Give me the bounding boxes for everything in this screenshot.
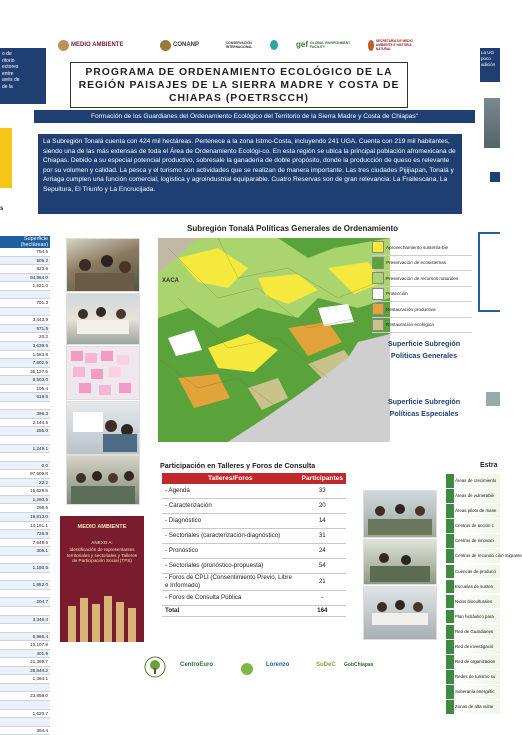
- intro-text: La Subregión Tonalá cuenta con 424 mil hectáreas. Pertenece a la zona Istmo-Costa, incluyendo 241 UGA. Cuenta con 219 mil habitantes, siendo una de las más extensas de toda el Área de Ordenamiento Ecológi-co. En esta región se ubica la principal población afromexicana de Chiapas. Debido a su especial potencial productivo, sobresale la ganadería de doble propósito, donde la producción de queso es relevante por su volumen y calidad. La pesca y el turismo son actividades que se realizan de manera importante. Las tres ciudades Pijijiapan, Tonalá y Arriaga cumplen una función comercial, logística y agroindustrial equiparable. Cuatro Reservas son de gran relevancia: La Frailescana, La Sepultura, El Triunfo y La Encrucijada.: [38, 134, 462, 214]
- workshop-label: - Pronóstico: [162, 544, 299, 559]
- workshop-photo: [66, 293, 140, 345]
- surface-table-cell: 13,107.8: [0, 641, 50, 650]
- strategy-item: Centros de reconoci ción migrante: [446, 549, 500, 563]
- strategy-item: Nidos bioculturales: [446, 595, 500, 609]
- coat-of-arms-icon: [58, 40, 69, 51]
- surface-table-cell: [0, 624, 50, 633]
- map-title: Subregión Tonalá Políticas Generales de Ordenamiento: [186, 224, 398, 233]
- workshop-label: - Foros de Consulta Pública: [162, 591, 299, 606]
- left-info-line: entre: [2, 70, 14, 77]
- surface-table-cell: 28,844.2: [0, 667, 50, 676]
- surface-table-cell: 1,180.5: [0, 564, 50, 573]
- left-info-line: o de: [2, 51, 12, 57]
- conservation-logo: CONSERVACIÓN INTERNACIONAL: [226, 37, 278, 53]
- semahn-logo: SECRETARÍA DE MEDIO AMBIENTE E HISTORIA NATURAL: [368, 37, 424, 53]
- workshop-photo: [66, 455, 140, 505]
- surface-table-cell: [0, 453, 50, 462]
- table-row: [162, 574, 346, 591]
- total-label: Total: [162, 606, 299, 617]
- left-info-box: [0, 48, 46, 104]
- legend-body: [372, 240, 472, 333]
- workshop-label: - Diagnóstico: [162, 514, 299, 529]
- people-icon: [364, 587, 436, 639]
- strategy-item: Centros de acción c: [446, 519, 500, 533]
- participant-count: 33: [299, 484, 346, 499]
- surface-table-cell: 1,364.1: [0, 675, 50, 684]
- workshop-label: - Foros de CPLI (Consentimiento Previo, Libre e Informado): [162, 574, 299, 591]
- legend-label: Restauración ecológica: [386, 322, 434, 328]
- strategy-item: Red de organizacion: [446, 655, 500, 669]
- surface-table-cell: [0, 402, 50, 411]
- legend-swatch: [372, 272, 384, 284]
- surface-table-cell: 701.3: [0, 299, 50, 308]
- surface-table-cell: 19,813.0: [0, 513, 50, 522]
- legend-swatch: [372, 303, 384, 315]
- left-info-line: ectores: [2, 64, 19, 71]
- strategy-item: Red de investigació: [446, 640, 500, 654]
- booklet-annex: ANEXO A:: [91, 540, 113, 545]
- conanp-logo: CONANP: [160, 37, 199, 53]
- left-info-line: ritorio: [2, 57, 15, 64]
- strategy-item: Áreas de crecimiento: [446, 474, 500, 488]
- semahn-icon: [368, 40, 374, 51]
- strategy-item: Soberanía energétic: [446, 685, 500, 699]
- left-info-line: de la: [2, 83, 13, 90]
- surface-table-cell: 97,609.8: [0, 470, 50, 479]
- surface-table-cell: 364.4: [0, 727, 50, 735]
- conanp-icon: [160, 40, 171, 51]
- legend-swatch: [372, 288, 384, 300]
- sticky-notes-photo: [66, 346, 140, 400]
- table-row: [162, 559, 346, 574]
- col-header: Participantes: [299, 473, 346, 484]
- surface-table-cell: 396.3: [0, 410, 50, 419]
- surface-table-cell: 0.0: [0, 462, 50, 471]
- legend-label: Preservación de recursos naturales: [386, 275, 459, 281]
- workshop-photo: [363, 539, 437, 585]
- surface-table-cell: 2,144.5: [0, 419, 50, 428]
- participant-count: 21: [299, 574, 346, 591]
- surface-table-cell: 1,620.7: [0, 710, 50, 719]
- legend-label: Preservación de ecosistemas: [386, 260, 447, 266]
- conservation-icon: [270, 40, 278, 50]
- surface-table-cell: 3,443.9: [0, 316, 50, 325]
- surface-table-cell: 21,399.7: [0, 658, 50, 667]
- surface-table-cell: 1,293.5: [0, 496, 50, 505]
- booklet-title: Identificación de representantes territoriales y sectoriales y Talleres de Participación Social (TPS): [66, 547, 138, 564]
- participant-count: 31: [299, 529, 346, 544]
- strategy-item: Redes de turismo su: [446, 670, 500, 684]
- surface-table: [0, 236, 50, 735]
- surface-table-cell: 204.7: [0, 598, 50, 607]
- left-yellow-block: [0, 128, 12, 188]
- legend-swatch: [372, 241, 384, 253]
- workshop-label: - Caracterización: [162, 499, 299, 514]
- total-row: [162, 606, 346, 617]
- legend-label: Restauración productiva: [386, 306, 436, 312]
- title-line: CHIAPAS (POETRSCCH): [168, 93, 310, 104]
- participation-table: [162, 473, 346, 617]
- workshop-label: - Sectoriales (pronóstico-propuesta): [162, 559, 299, 574]
- right-info-line: adición: [481, 62, 496, 67]
- policy-map-svg: [158, 238, 390, 442]
- surface-table-cell: 3,639.6: [0, 342, 50, 351]
- footer-logos: [140, 654, 374, 680]
- table-row: [162, 529, 346, 544]
- surface-table-cell: 401.9: [0, 650, 50, 659]
- surface-table-cell: 298.5: [0, 504, 50, 513]
- workshop-photo: [363, 586, 437, 640]
- surface-table-cell: 15,629.5: [0, 487, 50, 496]
- surface-table-cell: [0, 291, 50, 300]
- people-icon: [67, 402, 139, 454]
- surface-table-cell: [0, 718, 50, 727]
- table-row: [162, 514, 346, 529]
- right-info-line: La UG: [481, 50, 495, 55]
- strategy-item: Centros de innovaci: [446, 534, 500, 548]
- gef-logo: gef GLOBAL ENVIRONMENT FACILITY: [296, 40, 351, 49]
- participant-count: 14: [299, 514, 346, 529]
- participation-body: [162, 484, 346, 617]
- legend-item: [372, 318, 472, 334]
- participant-count: 24: [299, 544, 346, 559]
- strategy-item: Áreas de vulnerabili: [446, 489, 500, 503]
- title-line: PROGRAMA DE ORDENAMIENTO ECOLÓGICO DE LA: [85, 67, 393, 78]
- medio-ambiente-logo: MEDIO AMBIENTE: [58, 37, 123, 53]
- surface-table-cell: 726.9: [0, 530, 50, 539]
- legend-label: Protección: [386, 291, 408, 297]
- legend-item: [372, 256, 472, 272]
- surface-table-cell: 14,161.1: [0, 522, 50, 531]
- workshop-photo: [66, 238, 140, 292]
- strategy-item: Plan hidráulico para: [446, 610, 500, 624]
- surface-table-cell: 6,966.4: [0, 633, 50, 642]
- surface-table-cell: [0, 590, 50, 599]
- strategy-item: Áreas piloto de mane: [446, 504, 500, 518]
- table-row: [162, 499, 346, 514]
- participant-count: -: [299, 591, 346, 606]
- legend-label: Aprovechamiento sustenta-ble: [386, 244, 449, 250]
- left-info-line: avés de: [2, 77, 20, 84]
- workshop-label: - Agenda: [162, 484, 299, 499]
- workshop-photo: [66, 401, 140, 455]
- surface-table-cell: [0, 308, 50, 317]
- map-place-label: XACA: [162, 278, 180, 284]
- surface-table-cell: 22.2: [0, 479, 50, 488]
- legend-swatch: [372, 319, 384, 331]
- right-gray-block: [486, 392, 500, 406]
- raised-hands-icon: [60, 588, 144, 642]
- strategy-item: Cuencas de producci: [446, 565, 500, 579]
- strategy-item: Red de Guardianes: [446, 625, 500, 639]
- surface-table-body: [0, 248, 50, 735]
- footer-logo: SuDeC: [316, 662, 336, 668]
- table-row: [162, 484, 346, 499]
- strategy-item: Zonas de alta vulne: [446, 700, 500, 714]
- surface-table-cell: [0, 573, 50, 582]
- side-label-special: Superficie Subregión Políticas Especiales: [387, 397, 461, 418]
- surface-table-cell: 506.2: [0, 257, 50, 266]
- surface-table-cell: 571.5: [0, 325, 50, 334]
- surface-table-cell: 94,964.0: [0, 274, 50, 283]
- right-info-box: [480, 48, 500, 82]
- right-outline-box: [478, 232, 500, 312]
- right-photo: [484, 98, 500, 148]
- participation-title: Participación en Talleres y Foros de Consulta: [160, 461, 316, 470]
- surface-table-cell: 1,952.0: [0, 581, 50, 590]
- right-info-line: poco: [481, 56, 491, 61]
- col-header: Talleres/Foros: [162, 473, 299, 484]
- surface-table-cell: 7,802.5: [0, 359, 50, 368]
- surface-table-cell: 105.4: [0, 385, 50, 394]
- title-line: REGIÓN PAISAJES DE LA SIERRA MADRE Y COSTA DE: [78, 80, 400, 91]
- left-section-label: s: [0, 206, 4, 212]
- surface-table-cell: [0, 556, 50, 565]
- total-value: 164: [299, 606, 346, 617]
- participant-count: 20: [299, 499, 346, 514]
- right-dark-block: [490, 172, 500, 182]
- surface-table-cell: [0, 436, 50, 445]
- meeting-icon: [67, 294, 139, 344]
- strategy-item: Escuelas de susten: [446, 580, 500, 594]
- legend-swatch: [372, 257, 384, 269]
- surface-table-cell: 23,859.0: [0, 692, 50, 701]
- tree-logo-icon: [144, 656, 166, 680]
- people-icon: [364, 491, 436, 537]
- map-legend: [372, 240, 472, 333]
- footer-logo: Lorenzo: [266, 662, 290, 668]
- surface-table-cell: 305.1: [0, 547, 50, 556]
- surface-table-cell: 3,346.4: [0, 616, 50, 625]
- subtitle-bar: Formación de los Guardianes del Ordenamiento Ecológico del Territorio de la Sierra Madre y Costa de Chiapas": [34, 110, 475, 123]
- page-title: [70, 62, 408, 108]
- logo-bar: [56, 34, 426, 56]
- surface-table-cell: 9,503.0: [0, 376, 50, 385]
- surface-table-cell: 823.6: [0, 265, 50, 274]
- workshop-photo: [363, 490, 437, 538]
- legend-item: [372, 240, 472, 256]
- surface-table-cell: [0, 607, 50, 616]
- people-icon: [364, 540, 436, 584]
- leaf-logo-icon: [240, 662, 254, 678]
- annex-booklet: [60, 516, 144, 642]
- workshop-label: - Sectoriales (caracterización-diagnóstico): [162, 529, 299, 544]
- sticky-notes-icon: [67, 347, 139, 399]
- side-label-general: Superficie Subregión Políticas Generales: [387, 339, 461, 360]
- surface-table-cell: 20.2: [0, 333, 50, 342]
- strategies-title: Estra: [480, 462, 498, 469]
- strategies-list: [446, 474, 522, 716]
- surface-table-cell: 618.6: [0, 393, 50, 402]
- surface-table-cell: 1,521.0: [0, 282, 50, 291]
- footer-logo: CentroEuro: [180, 662, 213, 668]
- legend-item: [372, 287, 472, 303]
- table-row: [162, 544, 346, 559]
- surface-table-header: Superficie (hectáreas): [0, 236, 50, 248]
- surface-table-cell: 35,127.5: [0, 368, 50, 377]
- people-icon: [67, 239, 139, 291]
- table-row: [162, 591, 346, 606]
- policy-map: [158, 238, 390, 442]
- surface-table-cell: 7,648.6: [0, 539, 50, 548]
- legend-item: [372, 302, 472, 318]
- people-icon: [67, 456, 139, 504]
- surface-table-cell: 1,583.8: [0, 351, 50, 360]
- surface-table-cell: [0, 701, 50, 710]
- surface-table-cell: 754.5: [0, 248, 50, 257]
- surface-table-cell: 255.0: [0, 427, 50, 436]
- legend-item: [372, 271, 472, 287]
- surface-table-cell: 1,249.1: [0, 445, 50, 454]
- booklet-logo: MEDIO AMBIENTE: [77, 524, 127, 530]
- footer-logo: GobChiapas: [344, 662, 374, 668]
- surface-table-cell: [0, 684, 50, 693]
- participant-count: 54: [299, 559, 346, 574]
